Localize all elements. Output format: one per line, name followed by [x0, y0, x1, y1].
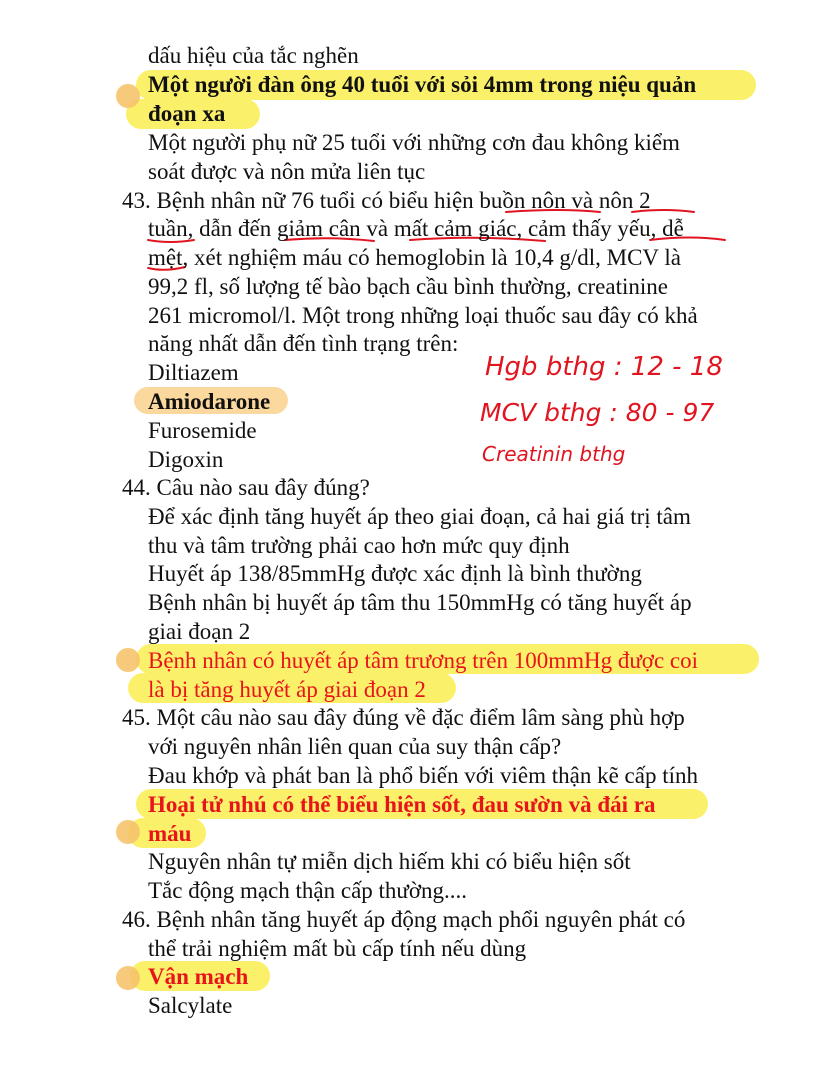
option-text: giai đoạn 2	[148, 619, 251, 644]
option-text: Digoxin	[148, 447, 224, 472]
option-text: Diltiazem	[148, 360, 239, 385]
handwritten-note: Creatinin bthg	[482, 442, 626, 466]
option-text: Để xác định tăng huyết áp theo giai đoạn, cả hai giá trị tâm	[148, 504, 691, 529]
option-text: Tắc động mạch thận cấp thường....	[148, 878, 468, 903]
option-text: Furosemide	[148, 418, 257, 443]
option-text: Huyết áp 138/85mmHg được xác định là bình thường	[148, 561, 642, 586]
question-text: 99,2 fl, số lượng tế bào bạch cầu bình thường, creatinine	[148, 274, 668, 299]
option-text: soát được và nôn mửa liên tục	[148, 159, 426, 184]
option-text: Một người phụ nữ 25 tuổi với những cơn đau không kiểm	[148, 130, 680, 155]
option-text: Bệnh nhân bị huyết áp tâm thu 150mmHg có tăng huyết áp	[148, 590, 692, 615]
option-text: Salcylate	[148, 993, 233, 1018]
option-answer: Vận mạch	[148, 964, 249, 989]
option-answer: Bệnh nhân có huyết áp tâm trương trên 100mmHg được coi	[148, 648, 699, 673]
option-answer: đoạn xa	[148, 101, 226, 126]
question-text: mệt, xét nghiệm máu có hemoglobin là 10,4 g/dl, MCV là	[148, 245, 681, 270]
question-text: tuần, dẫn đến giảm cân và mất cảm giác, cảm thấy yếu, dễ	[148, 216, 684, 241]
option-answer: Amiodarone	[148, 389, 271, 414]
option-answer: là bị tăng huyết áp giai đoạn 2	[148, 677, 426, 702]
option-text: Đau khớp và phát ban là phổ biến với viêm thận kẽ cấp tính	[148, 763, 698, 788]
handwritten-note: Hgb bthg : 12 - 18	[485, 352, 723, 382]
question-44: 44. Câu nào sau đây đúng?	[122, 475, 370, 500]
question-text: thể trải nghiệm mất bù cấp tính nếu dùng	[148, 936, 527, 961]
text-line: dấu hiệu của tắc nghẽn	[148, 43, 359, 68]
option-text: Nguyên nhân tự miễn dịch hiếm khi có biểu hiện sốt	[148, 849, 631, 874]
question-45: 45. Một câu nào sau đây đúng về đặc điểm lâm sàng phù hợp	[122, 705, 685, 730]
question-46: 46. Bệnh nhân tăng huyết áp động mạch phổi nguyên phát có	[122, 907, 686, 932]
handwritten-note: MCV bthg : 80 - 97	[480, 398, 715, 427]
question-text: năng nhất dẫn đến tình trạng trên:	[148, 331, 459, 356]
option-answer: máu	[148, 821, 192, 846]
option-answer: Một người đàn ông 40 tuổi với sỏi 4mm trong niệu quản	[148, 72, 697, 97]
option-text: thu và tâm trường phải cao hơn mức quy định	[148, 533, 570, 558]
option-answer: Hoại tử nhú có thể biểu hiện sốt, đau sườn và đái ra	[148, 792, 656, 817]
question-text: với nguyên nhân liên quan của suy thận cấp?	[148, 734, 562, 759]
question-text: 261 micromol/l. Một trong những loại thuốc sau đây có khả	[148, 303, 698, 328]
question-43: 43. Bệnh nhân nữ 76 tuổi có biểu hiện buồn nôn và nôn 2	[122, 188, 651, 213]
